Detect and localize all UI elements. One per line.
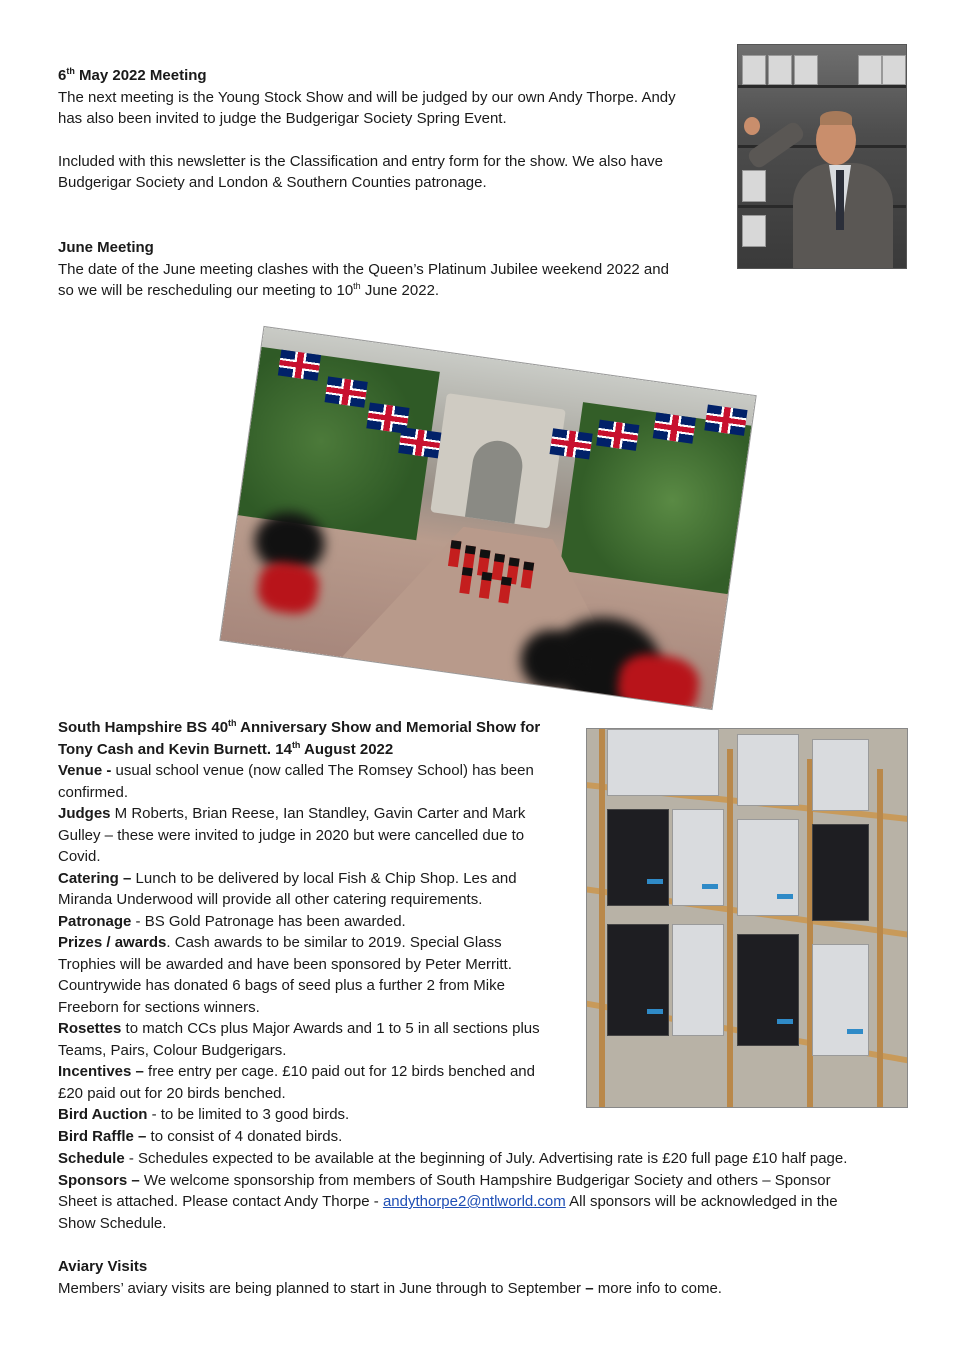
anniversary-heading-line: South Hampshire BS 40th Anniversary Show and Memorial Show for [58,718,541,736]
bird-auction-item: Bird Auction - to be limited to 3 good birds. [58,1106,350,1123]
catering-item: Catering – Lunch to be delivered by local Fish & Chip Shop. Les and [58,869,517,887]
may-meeting-line: Budgerigar Society and London & Southern Counties patronage. [58,174,487,191]
may-meeting-line: has also been invited to judge the Budgerigar Society Spring Event. [58,110,507,127]
rosettes-item: Teams, Pairs, Colour Budgerigars. [58,1041,287,1059]
sponsors-item: Sheet is attached. Please contact Andy Thorpe - andythorpe2@ntlworld.com All sponsors will be acknowledged in the [58,1193,838,1210]
sponsors-item: Show Schedule. [58,1214,167,1232]
prizes-label: Prizes / awards [58,934,167,951]
may-meeting-line: Included with this newsletter is the Classification and entry form for the show. We also have [58,152,664,170]
judges-item: Covid. [58,848,101,865]
aviary-visits-section [58,1256,918,1299]
prizes-item: Freeborn for sections winners. [58,998,260,1016]
june-meeting-line: so we will be rescheduling our meeting to 10th June 2022. [58,281,440,299]
schedule-sponsors-section [58,1148,918,1234]
venue-item: Venue - usual school venue (now called The Romsey School) has been [58,762,534,779]
may-meeting-section [58,65,676,194]
patronage-label: Patronage [58,912,132,930]
rosettes-item: Rosettes to match CCs plus Major Awards and 1 to 5 in all sections plus [58,1020,540,1037]
june-meeting-section [58,237,669,302]
prizes-item: Trophies will be awarded and have been sponsored by Peter Merritt. [58,955,512,973]
judges-item: Judges M Roberts, Brian Reese, Ian Standley, Gavin Carter and Mark [58,805,526,822]
photo-judge-at-cages [737,44,907,269]
prizes-item: Countrywide has donated 6 bags of seed plus a further 2 from Mike [58,977,505,994]
incentives-item: £20 paid out for 20 birds benched. [58,1084,286,1102]
bird-raffle-label: Bird Raffle – [58,1127,147,1145]
may-meeting-line: The next meeting is the Young Stock Show and will be judged by our own Andy Thorpe. Andy [58,88,676,106]
judges-item: Gulley – these were invited to judge in 2020 but were cancelled due to [58,826,525,844]
june-meeting-heading: June Meeting [58,239,154,256]
patronage-item: Patronage - BS Gold Patronage has been awarded. [58,912,406,930]
may-meeting-heading: 6th May 2022 Meeting [58,66,207,84]
prizes-item: Prizes / awards. Cash awards to be similar to 2019. Special Glass [58,934,502,951]
catering-item: Miranda Underwood will provide all other catering requirements. [58,891,483,908]
schedule-item: Schedule - Schedules expected to be available at the beginning of July. Advertising rate is £20 full page £10 half page. [58,1150,848,1167]
sponsors-label: Sponsors – [58,1171,140,1189]
incentives-item: Incentives – free entry per cage. £10 paid out for 12 birds benched and [58,1063,535,1080]
incentives-label: Incentives – [58,1063,144,1080]
sponsor-email-link[interactable]: andythorpe2@ntlworld.com [382,1193,566,1210]
catering-label: Catering – [58,869,132,887]
venue-item: confirmed. [58,783,129,801]
anniversary-heading-line: Tony Cash and Kevin Burnett. 14th August 2022 [58,739,394,758]
bird-raffle-item: Bird Raffle – to consist of 4 donated birds. [58,1127,343,1145]
aviary-visits-text: Members’ aviary visits are being planned to start in June through to September – more info to come. [58,1279,722,1297]
photo-show-cages [586,728,908,1108]
bird-auction-label: Bird Auction [58,1106,148,1123]
schedule-label: Schedule [58,1150,125,1167]
rosettes-label: Rosettes [58,1020,122,1037]
sponsors-item: Sponsors – We welcome sponsorship from members of South Hampshire Budgerigar Society and others – Sponsor [58,1171,831,1189]
anniversary-show-section [58,717,598,1147]
venue-label: Venue - [58,762,112,779]
aviary-visits-heading: Aviary Visits [58,1258,148,1275]
june-meeting-line: The date of the June meeting clashes with the Queen’s Platinum Jubilee weekend 2022 and [58,260,669,278]
photo-jubilee-parade [220,327,755,709]
judges-label: Judges [58,805,111,822]
